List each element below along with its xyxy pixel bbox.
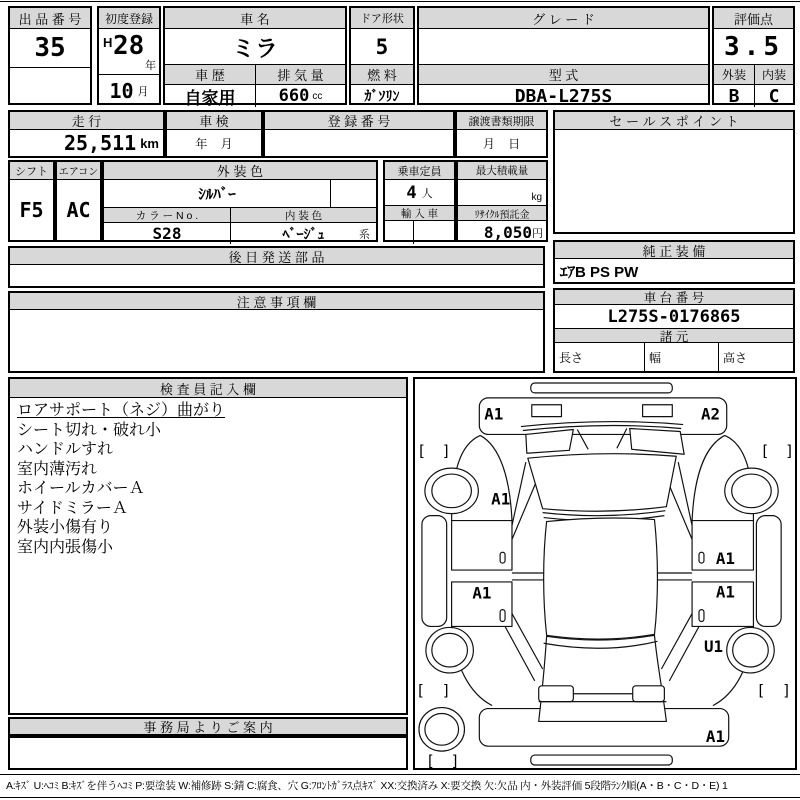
grade-label: グ レ ー ド <box>419 8 708 29</box>
shift-label: シフト <box>10 162 53 180</box>
int-color-suffix: 系 <box>359 228 370 241</box>
corner-bracket: [ <box>425 752 435 768</box>
inspector-note: ハンドルすれ <box>17 441 114 458</box>
damage-marker-a1: A1 <box>484 404 504 424</box>
fuel-value: ｶﾞｿﾘﾝ <box>364 88 400 104</box>
door-fuel-box <box>349 6 415 105</box>
car-name-value: ミラ <box>232 35 278 61</box>
inspector-box <box>8 377 408 715</box>
exterior-label: 外装 <box>714 64 754 85</box>
door-value: 5 <box>375 34 389 59</box>
transfer-deadline-label: 譲渡書類期限 <box>457 112 546 130</box>
corner-bracket: ] <box>450 752 460 768</box>
aircon-value: AC <box>66 198 91 222</box>
score-label: 評価点 <box>714 8 793 29</box>
interior-label: 内装 <box>754 64 793 85</box>
exterior-value: B <box>728 85 740 107</box>
transfer-deadline-value: 月 日 <box>482 136 521 151</box>
import-cell-2 <box>414 221 454 244</box>
max-load-unit: kg <box>531 192 542 203</box>
spec-length-label: 長さ <box>559 350 584 365</box>
door-label: ドア形状 <box>351 8 413 29</box>
color-box <box>102 160 378 242</box>
later-parts-box <box>8 246 545 288</box>
chassis-value: L275S-0176865 <box>607 306 741 327</box>
import-label: 輸 入 車 <box>385 205 454 221</box>
chassis-box <box>553 288 795 373</box>
damage-marker-a1: A1 <box>715 549 735 569</box>
office-label: 事 務 局 よ り ご 案 内 <box>8 717 408 736</box>
recycle-value: 8,050 <box>483 223 532 242</box>
inspector-note: ホイールカバーＡ <box>17 480 145 497</box>
damage-marker-a1: A1 <box>705 727 725 747</box>
recycle-label: ﾘｻｲｸﾙ預託金 <box>458 205 546 221</box>
color-no-value: S28 <box>152 224 182 243</box>
history-label: 車 歴 <box>165 64 255 85</box>
score-value: 3.5 <box>724 31 783 62</box>
model-code-value: DBA-L275S <box>514 85 613 107</box>
mileage-label: 走 行 <box>10 112 163 130</box>
auction-no-box <box>8 6 92 105</box>
bottom-rule <box>0 797 800 798</box>
capacity-value: 4 <box>406 182 417 203</box>
reg-no-value <box>265 130 453 156</box>
first-reg-box <box>97 6 161 105</box>
caution-box <box>8 291 545 373</box>
first-reg-year-unit: 年 <box>145 60 156 72</box>
import-cell-1 <box>385 221 414 244</box>
top-rule <box>0 1 800 2</box>
inspector-label: 検 査 員 記 入 欄 <box>10 379 406 398</box>
max-load-box <box>456 160 548 242</box>
aircon-label: エアコン <box>57 162 100 180</box>
sales-point-label: セ ー ル ス ポ イ ン ト <box>555 112 793 130</box>
sales-point-box <box>553 110 795 234</box>
damage-marker-a1: A1 <box>715 582 735 602</box>
car-name-label: 車 名 <box>165 8 345 29</box>
first-reg-label: 初度登録 <box>99 8 159 29</box>
recycle-unit: 円 <box>532 227 543 240</box>
corner-bracket: ] <box>785 443 795 461</box>
auction-no-label: 出 品 番 号 <box>10 8 90 29</box>
displacement-value: 660 <box>278 86 310 106</box>
caution-label: 注 意 事 項 欄 <box>10 293 543 310</box>
fuel-label: 燃 料 <box>351 64 413 85</box>
corner-bracket: [ <box>416 443 426 461</box>
office-value <box>8 736 408 770</box>
corner-bracket: ] <box>441 443 451 461</box>
history-value: 自家用 <box>184 88 236 107</box>
inspector-notes <box>10 398 406 560</box>
first-reg-month-unit: 月 <box>137 85 149 98</box>
aircon-box <box>55 160 102 242</box>
corner-bracket: ] <box>782 682 792 700</box>
inspector-note: サイドミラーＡ <box>17 499 128 517</box>
inspector-note: 外装小傷有り <box>17 519 114 536</box>
damage-code-legend: A:ｷｽﾞ U:ﾍｺﾐ B:ｷｽﾞを伴うﾍｺﾐ P:要塗装 W:補修跡 S:錆 C:腐食、穴 G:ﾌﾛﾝﾄｶﾞﾗｽ点ｷｽﾞ XX:交換済み X:要交換 欠:欠品 内・外装評価 5段階ﾗﾝｸ順(A・B・C・D・E) 1 <box>6 780 728 792</box>
damage-marker-a1: A1 <box>491 489 511 509</box>
corner-bracket: [ <box>760 443 770 461</box>
ext-color-value: ｼﾙﾊﾞｰ <box>198 186 236 203</box>
mileage-box <box>8 110 165 158</box>
inspector-note: ロアサポート（ネジ）曲がり <box>17 402 226 419</box>
car-top-view-diagram <box>415 379 795 768</box>
displacement-label: 排 気 量 <box>255 64 345 85</box>
corner-bracket: [ <box>415 682 425 700</box>
inspector-note: 室内内張傷小 <box>17 538 114 556</box>
chassis-label: 車 台 番 号 <box>555 290 793 305</box>
reg-no-box <box>263 110 455 158</box>
shaken-value: 年 月 <box>195 136 233 151</box>
first-reg-era: H <box>103 35 113 50</box>
capacity-unit: 人 <box>421 187 433 200</box>
oem-equipment-value: ｴｱB PS PW <box>560 264 639 281</box>
oem-equipment-label: 純 正 装 備 <box>555 242 793 259</box>
mileage-value: 25,511 <box>63 131 137 155</box>
int-color-value: ﾍﾞｰｼﾞｭ <box>282 225 325 242</box>
damage-marker-a1: A1 <box>472 583 492 603</box>
corner-bracket: ] <box>441 682 451 700</box>
first-reg-month: 10 <box>109 78 134 103</box>
score-box <box>712 6 795 105</box>
spec-width-label: 幅 <box>644 343 718 371</box>
color-no-label: カ ラ ー N o . <box>104 207 230 223</box>
shift-value: F5 <box>19 198 44 222</box>
ext-color-extra <box>330 180 376 207</box>
spec-height-label: 高さ <box>718 343 793 371</box>
oem-equipment-box <box>553 240 795 284</box>
ext-color-label: 外 装 色 <box>104 162 376 180</box>
damage-marker-u1: U1 <box>703 637 724 657</box>
shaken-label: 車 検 <box>167 112 261 130</box>
car-diagram-box <box>413 377 797 770</box>
mileage-unit: km <box>140 135 159 151</box>
auction-no-value: 35 <box>34 33 66 63</box>
shift-box <box>8 160 55 242</box>
capacity-label: 乗車定員 <box>385 162 454 180</box>
capacity-box <box>383 160 456 242</box>
inspector-note: 室内薄汚れ <box>17 460 98 478</box>
grade-value <box>419 29 708 64</box>
damage-marker-a2: A2 <box>700 404 721 424</box>
corner-bracket: [ <box>756 682 766 700</box>
later-parts-label: 後 日 発 送 部 品 <box>10 248 543 265</box>
reg-no-label: 登 録 番 号 <box>265 112 453 130</box>
displacement-unit: cc <box>312 90 323 102</box>
max-load-label: 最大積載量 <box>458 162 546 180</box>
inspector-note: シート切れ・破れ小 <box>17 421 162 439</box>
grade-model-box <box>417 6 710 105</box>
auction-no-empty <box>10 67 90 104</box>
first-reg-year: 28 <box>113 31 145 61</box>
shaken-box <box>165 110 263 158</box>
interior-value: C <box>754 85 793 107</box>
transfer-deadline-box <box>455 110 548 158</box>
car-name-box <box>163 6 347 105</box>
legend-rule <box>0 774 800 775</box>
model-code-label: 型 式 <box>419 64 708 85</box>
int-color-label: 内 装 色 <box>230 207 376 223</box>
specs-label: 諸 元 <box>555 328 793 343</box>
